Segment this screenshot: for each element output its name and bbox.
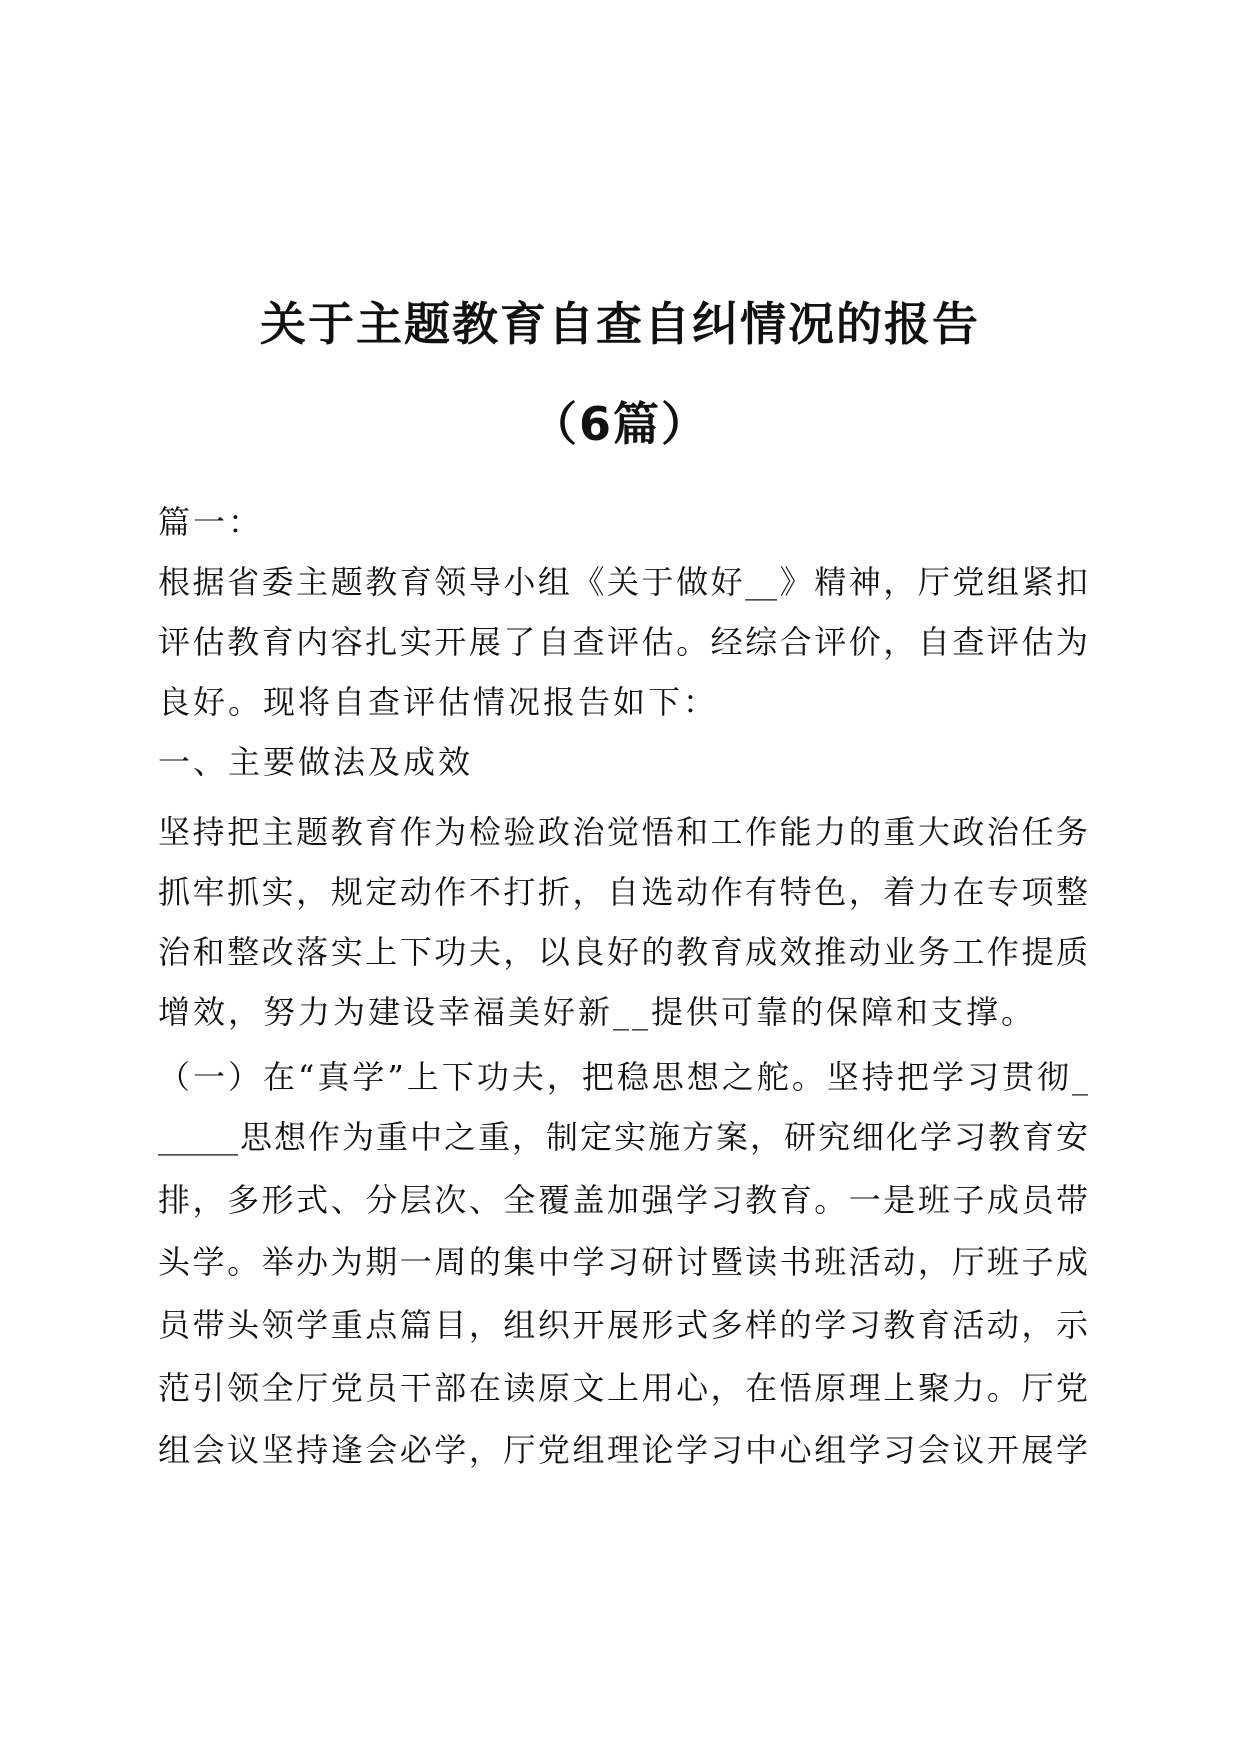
document-subtitle: （6篇）: [530, 397, 709, 451]
body-line: 排，多形式、分层次、全覆盖加强学习教育。一是班子成员带: [158, 1181, 1088, 1219]
section-heading: 一、主要做法及成效: [158, 743, 474, 781]
body-line: 治和整改落实上下功夫，以良好的教育成效推动业务工作提质: [158, 933, 1088, 971]
body-line: 抓牢抓实，规定动作不打折，自选动作有特色，着力在专项整: [158, 873, 1088, 911]
section-label: 篇一：: [158, 503, 264, 541]
body-line: 范引领全厅党员干部在读原文上用心，在悟原理上聚力。厅党: [158, 1369, 1088, 1407]
body-line: _____思想作为重中之重，制定实施方案，研究细化学习教育安: [158, 1118, 1088, 1156]
document-title: 关于主题教育自查自纠情况的报告: [260, 297, 980, 351]
body-line: 坚持把主题教育作为检验政治觉悟和工作能力的重大政治任务: [158, 813, 1088, 851]
body-line: 评估教育内容扎实开展了自查评估。经综合评价，自查评估为: [158, 623, 1088, 661]
body-line: （一）在“真学”上下功夫，把稳思想之舵。坚持把学习贯彻_: [158, 1058, 1088, 1096]
body-line: 员带头领学重点篇目，组织开展形式多样的学习教育活动，示: [158, 1306, 1088, 1344]
body-line: 头学。举办为期一周的集中学习研讨暨读书班活动，厅班子成: [158, 1243, 1088, 1281]
body-line: 根据省委主题教育领导小组《关于做好__》精神，厅党组紧扣: [158, 563, 1088, 601]
body-line: 增效，努力为建设幸福美好新__提供可靠的保障和支撑。: [158, 993, 1037, 1031]
body-line: 良好。现将自查评估情况报告如下：: [158, 683, 719, 721]
body-line: 组会议坚持逢会必学，厅党组理论学习中心组学习会议开展学: [158, 1431, 1088, 1469]
